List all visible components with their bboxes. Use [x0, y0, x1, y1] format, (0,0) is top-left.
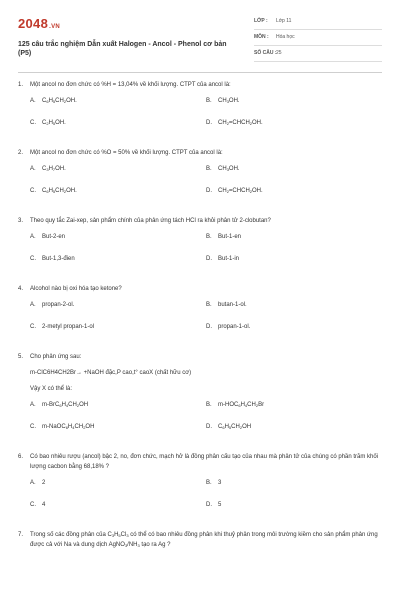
question-body: Cho phản ứng sau: [30, 354, 82, 360]
question-body: Theo quy tắc Zai-xep, sản phẩm chính của phản ứng tách HCl ra khỏi phân tử 2-clobutan? [30, 218, 271, 224]
option-text: $C_6H_5CH_2OH$. [42, 98, 77, 104]
option-letter: A. [30, 98, 36, 104]
answer-option-c[interactable] [30, 500, 45, 510]
answer-option-c[interactable] [30, 422, 94, 432]
question-number: 5. [18, 354, 24, 360]
answer-option-d[interactable] [206, 422, 251, 432]
answer-option-b[interactable] [206, 232, 241, 242]
option-text: $C_6H_5CH_2OH$. [42, 188, 77, 194]
answer-option-a[interactable] [30, 478, 45, 488]
question-text [18, 216, 382, 226]
answer-option-d[interactable] [206, 254, 239, 264]
option-letter: D. [206, 324, 212, 330]
option-text: 2-metyl propan-1-ol [42, 324, 95, 330]
meta-key: MÔN : [254, 34, 269, 40]
option-letter: A. [30, 166, 36, 172]
answer-option-b[interactable] [206, 96, 240, 106]
answer-row [30, 422, 382, 444]
answer-options [18, 478, 382, 522]
option-text: $m-NaOC_6H_4CH_2OH$ [42, 424, 95, 430]
option-letter: C. [30, 502, 36, 508]
answer-row [30, 300, 382, 322]
question-item [18, 148, 382, 208]
option-text: $m-HOC_6H_4CH_2Br$ [218, 402, 265, 408]
option-letter: D. [206, 256, 212, 262]
question-text [18, 80, 382, 90]
option-letter: B. [206, 302, 212, 308]
answer-options [18, 164, 382, 208]
question-body: Alcohol nào bị oxi hóa tạo ketone? [30, 286, 122, 292]
option-letter: C. [30, 188, 36, 194]
question-number: 4. [18, 286, 24, 292]
answer-row [30, 232, 382, 254]
meta-value: 25 [276, 50, 282, 56]
option-letter: A. [30, 302, 36, 308]
answer-option-d[interactable] [206, 500, 221, 510]
answer-option-a[interactable] [30, 400, 88, 410]
meta-value: Lớp 11 [276, 18, 292, 24]
question-number: 7. [18, 532, 24, 538]
logo-suffix: .VN [49, 24, 61, 30]
answer-option-a[interactable] [30, 300, 74, 310]
answer-option-d[interactable] [206, 118, 263, 128]
option-text: $C_3H_7OH$. [42, 166, 66, 172]
answer-option-c[interactable] [30, 118, 66, 128]
question-text [18, 530, 382, 550]
answer-row [30, 500, 382, 522]
question-body: Có bao nhiêu rượu (ancol) bậc 2, no, đơn chức, mạch hở là đồng phân cấu tạo của nhau mà phân tử của chúng có phần trăm khối lượng cacbon bằng 68,18% ? [30, 454, 379, 470]
option-text: But-1-en [218, 234, 242, 240]
answer-option-a[interactable] [30, 164, 66, 174]
option-text: propan-2-ol. [42, 302, 75, 308]
option-text: But-1-in [218, 256, 240, 262]
question-body: Trong số các đồng phân của $C_3H_5Cl_3$ có thể có bao nhiêu đồng phân khi thuỷ phân trong môi trường kiềm cho sản phẩm phản ứng được cả với Na và dung dịch $AgNO_3/NH_3$ tạo ra Ag ? [30, 532, 378, 548]
meta-row-grade [254, 14, 382, 30]
question-item [18, 284, 382, 344]
answer-option-b[interactable] [206, 478, 221, 488]
answer-options [18, 300, 382, 344]
answer-row [30, 96, 382, 118]
option-letter: A. [30, 402, 36, 408]
option-text: $C_6H_5CH_2OH$ [218, 424, 252, 430]
option-text: 2 [42, 480, 46, 486]
answer-row [30, 118, 382, 140]
header-divider [18, 72, 382, 73]
question-list [18, 80, 382, 558]
answer-row [30, 164, 382, 186]
meta-row-count [254, 46, 382, 62]
option-text: But-1,3-đien [42, 256, 75, 262]
option-text: propan-1-ol. [218, 324, 251, 330]
question-number: 6. [18, 454, 24, 460]
meta-row-subject [254, 30, 382, 46]
option-letter: C. [30, 424, 36, 430]
question-text [18, 284, 382, 294]
answer-options [18, 232, 382, 276]
answer-option-a[interactable] [30, 96, 77, 106]
option-text: $CH_3OH$. [218, 98, 240, 104]
question-text [18, 148, 382, 158]
option-letter: D. [206, 502, 212, 508]
answer-row [30, 478, 382, 500]
option-letter: B. [206, 166, 212, 172]
option-letter: A. [30, 480, 36, 486]
meta-value: Hóa học [276, 34, 295, 40]
option-text: $CH_2=CHCH_2OH$. [218, 120, 263, 126]
question-extra-line: Vậy X có thể là: [30, 386, 73, 392]
answer-option-c[interactable] [30, 322, 94, 332]
page-header [18, 12, 382, 64]
site-logo[interactable] [18, 16, 60, 31]
answer-row [30, 322, 382, 344]
option-text: $m-BrC_6H_4CH_2OH$ [42, 402, 89, 408]
option-letter: D. [206, 120, 212, 126]
option-letter: B. [206, 480, 212, 486]
answer-option-b[interactable] [206, 300, 247, 310]
answer-row [30, 254, 382, 276]
logo-text: 2048 [18, 16, 49, 31]
question-item [18, 352, 382, 444]
answer-option-c[interactable] [30, 254, 75, 264]
answer-option-a[interactable] [30, 232, 65, 242]
option-letter: D. [206, 188, 212, 194]
answer-option-b[interactable] [206, 164, 240, 174]
quiz-meta-table [254, 14, 382, 62]
answer-option-d[interactable] [206, 186, 263, 196]
option-letter: B. [206, 98, 212, 104]
question-body: Một ancol no đơn chức có %H = 13,04% về khối lượng. CTPT của ancol là: [30, 82, 231, 88]
question-text [18, 352, 382, 362]
question-item [18, 80, 382, 140]
question-item [18, 530, 382, 550]
option-text: butan-1-ol. [218, 302, 247, 308]
answer-row [30, 186, 382, 208]
option-text: $CH_3OH$. [218, 166, 240, 172]
quiz-title: 125 câu trắc nghiệm Dẫn xuất Halogen - Ancol - Phenol cơ bản (P5) [18, 41, 227, 57]
option-letter: C. [30, 256, 36, 262]
meta-key: LỚP : [254, 18, 268, 24]
option-text: $C_2H_5OH$. [42, 120, 66, 126]
option-text: But-2-en [42, 234, 66, 240]
answer-row [30, 400, 382, 422]
option-text: 4 [42, 502, 46, 508]
option-text: 5 [218, 502, 222, 508]
answer-options [18, 400, 382, 444]
option-letter: B. [206, 234, 212, 240]
question-number: 1. [18, 82, 24, 88]
meta-key: SỐ CÂU : [254, 50, 277, 56]
question-number: 3. [18, 218, 24, 224]
option-text: 3 [218, 480, 222, 486]
answer-option-c[interactable] [30, 186, 77, 196]
option-text: $CH_2=CHCH_2OH$. [218, 188, 263, 194]
question-item [18, 452, 382, 522]
option-letter: B. [206, 402, 212, 408]
question-body: Một ancol no đơn chức có %O = 50% về khối lượng. CTPT của ancol là: [30, 150, 223, 156]
answer-option-d[interactable] [206, 322, 250, 332]
answer-option-b[interactable] [206, 400, 264, 410]
answer-options [18, 96, 382, 140]
option-letter: A. [30, 234, 36, 240]
question-text [18, 452, 382, 472]
option-letter: D. [206, 424, 212, 430]
question-extra-line: m-ClC6H4CH2Br→ +NaOH đặc,P cao,t° caoX (chất hữu cơ) [30, 370, 192, 376]
question-number: 2. [18, 150, 24, 156]
option-letter: C. [30, 120, 36, 126]
question-item [18, 216, 382, 276]
option-letter: C. [30, 324, 36, 330]
